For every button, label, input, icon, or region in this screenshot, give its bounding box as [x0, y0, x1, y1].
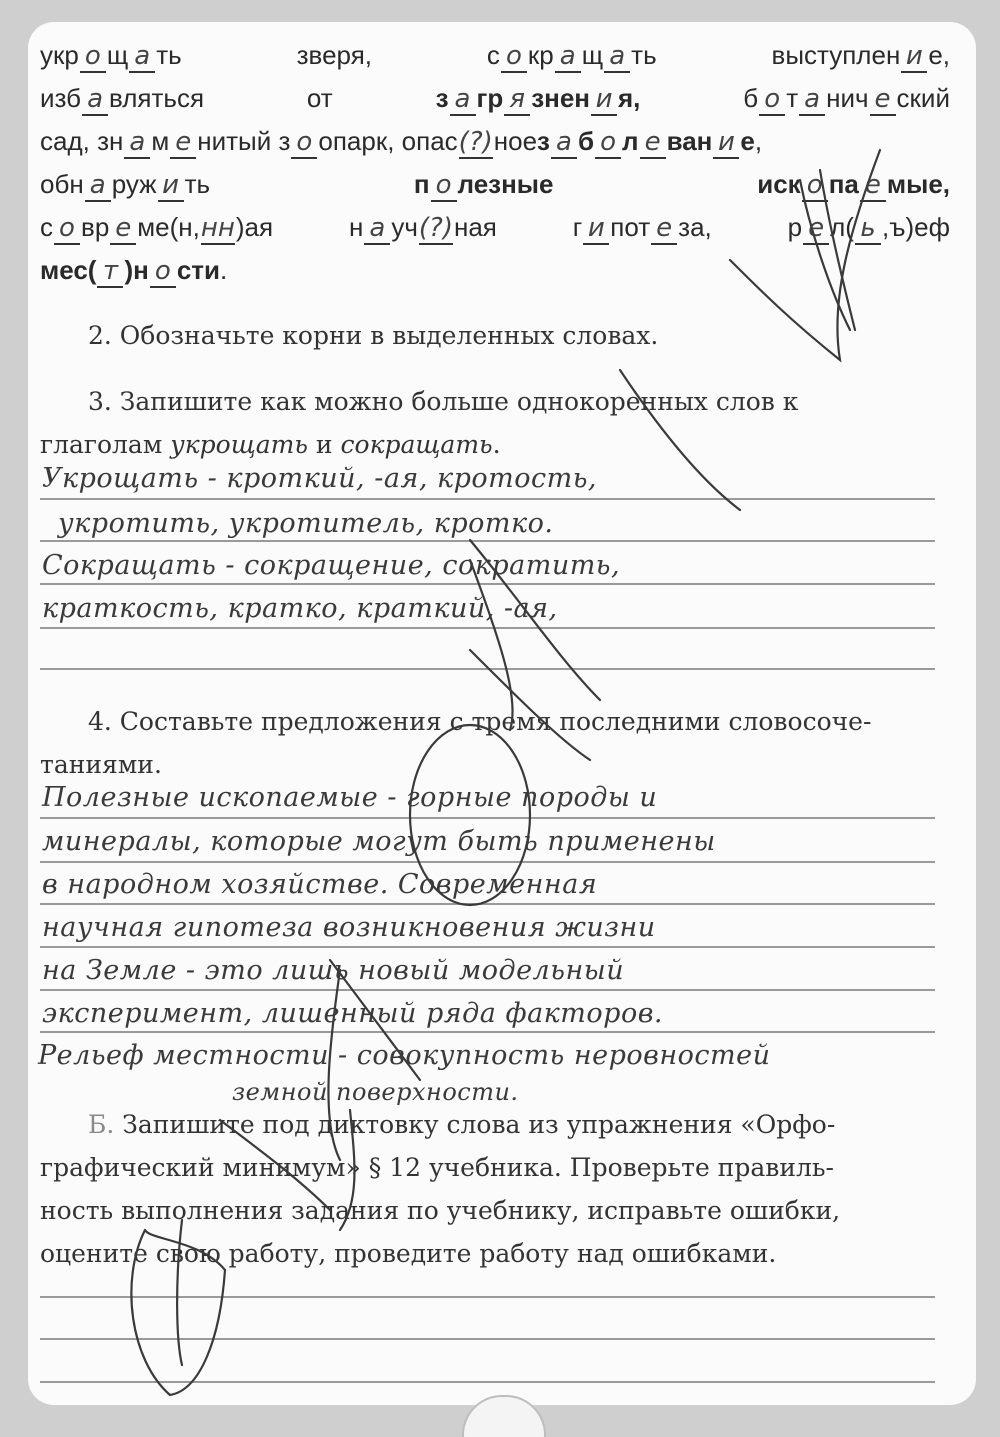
task-b-instruction: Б. Запишите под диктовку слова из упражнения «Орфо- графический минимум» § 12 учебника. Проверьте правиль- ность выполнения задания по учебнику, исправьте ошибки, оцените свою работу, проведите работу над ошибками. — [40, 1110, 841, 1268]
handwritten-answer-line: Сокращать - сокращение, сократить, — [42, 550, 621, 581]
ruled-line — [40, 627, 935, 629]
word-botanicheskiy: б о т а нич е ский — [743, 83, 950, 114]
exercise-line-3 — [40, 120, 950, 163]
ruled-line — [40, 498, 935, 500]
ruled-line — [40, 668, 935, 670]
task-4-instruction: 4. Составьте предложения с тремя последними словосоче- таниями. — [40, 707, 872, 779]
handwritten-answer-line: Рельеф местности - совокупность неровностей — [38, 1040, 771, 1071]
word-gipoteza: г и пот е за, — [572, 212, 712, 243]
handwritten-answer-line: Полезные ископаемые - горные породы и — [42, 782, 658, 813]
handwritten-answer-line: краткость, кратко, краткий, -ая, — [42, 593, 558, 624]
ruled-line — [40, 583, 935, 585]
handwritten-answer-line: научная гипотеза возникновения жизни — [42, 912, 656, 943]
ruled-line — [40, 989, 935, 991]
task-b-letter: Б. — [88, 1110, 115, 1139]
word-ot: от — [306, 83, 333, 113]
word-mestnosti: мес( т )н о сти. — [40, 255, 228, 286]
ruled-line — [40, 1338, 935, 1340]
handwritten-answer-line: эксперимент, лишенный ряда факторов. — [42, 998, 663, 1029]
word-iskopaemye: иск о па е мые, — [757, 169, 950, 200]
handwritten-answer-line: в народном хозяйстве. Современная — [42, 869, 598, 900]
exercise-line-1 — [40, 34, 950, 77]
exercise-line-5 — [40, 206, 950, 249]
exercise-line-2 — [40, 77, 950, 120]
ruled-line — [40, 1031, 935, 1033]
ruled-line — [40, 946, 935, 948]
word-sovremennaya: с о вр е ме(н,нн)ая — [40, 212, 274, 243]
word-poleznye: п о лезные — [413, 169, 554, 200]
ruled-line — [40, 1296, 935, 1298]
word-izbavlyatsya: изб а вляться — [40, 83, 205, 114]
word-zabolevanie: з а б о л е ван и е, — [537, 126, 763, 157]
handwritten-answer-line: на Земле - это лишь новый модельный — [42, 955, 625, 986]
ruled-line — [40, 861, 935, 863]
phrase-sad-znamenityy-zoopark: сад, зн а м е нитый з о опарк, опас(?)ное — [40, 126, 538, 157]
word-vystuplenie: выступлен и е, — [771, 40, 950, 71]
ruled-line — [40, 817, 935, 819]
handwritten-answer-line: земной поверхности. — [232, 1078, 519, 1106]
handwritten-answer-line: Укрощать - кроткий, -ая, кротость, — [42, 463, 598, 494]
word-relef: р е л( ь ,ъ)еф — [787, 212, 950, 243]
ruled-line — [40, 1381, 935, 1383]
word-zverya: зверя, — [296, 40, 372, 70]
ruled-line — [40, 903, 935, 905]
word-ukroshchat: укр о щ а ть — [40, 40, 182, 71]
exercise-line-4 — [40, 163, 950, 206]
ruled-line — [40, 540, 935, 542]
handwritten-answer-line: минералы, которые могут быть применены — [42, 826, 716, 857]
exercise-line-6 — [40, 249, 950, 292]
word-nauchnaya: н а уч(?)ная — [348, 212, 497, 243]
word-sokrashchat: с о кр а щ а ть — [486, 40, 657, 71]
handwritten-answer-line: укротить, укротитель, кротко. — [58, 508, 554, 539]
task-2-instruction: 2. Обозначьте корни в выделенных словах. — [88, 321, 659, 350]
task-3-instruction: 3. Запишите как можно больше однокоренных слов к глаголам укрощать и сокращать. — [40, 387, 799, 459]
word-obnaruzhit: обн а руж и ть — [40, 169, 211, 200]
word-zagryazneniya: з а гр я знен и я, — [435, 83, 641, 114]
